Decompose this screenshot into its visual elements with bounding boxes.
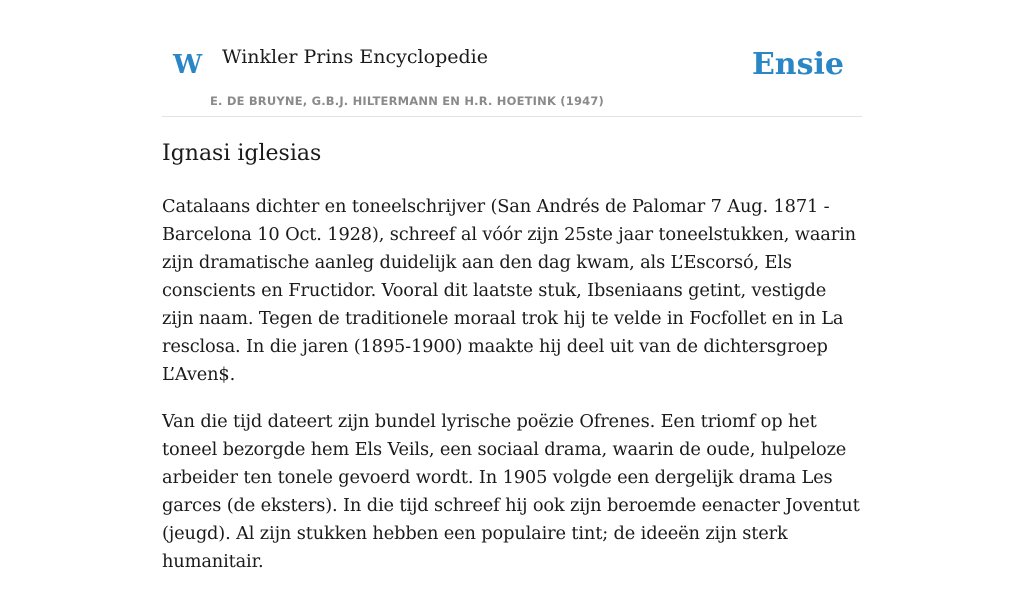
source-title[interactable]: Winkler Prins Encyclopedie — [222, 46, 488, 68]
ensie-logo[interactable]: Ensie — [751, 47, 844, 82]
article — [162, 138, 862, 595]
winkler-prins-logo[interactable]: W — [173, 50, 203, 80]
source-header — [162, 0, 862, 117]
source-authors: E. DE BRUYNE, G.B.J. HILTERMANN EN H.R. HOETINK (1947) — [210, 94, 605, 108]
article-title: Ignasi iglesias — [162, 141, 322, 166]
article-paragraph: Catalaans dichter en toneelschrijver (San Andrés de Palomar 7 Aug. 1871 - Barcelona 10 Oct. 1928), schreef al vóór zijn 25ste jaar toneelstukken, waarin zijn dramatische aanleg duidelijk aan den dag kwam, als L’Escorsó, Els conscients en Fructidor. Vooral dit laatste stuk, Ibseniaans getint, vestigde zijn naam. Tegen de traditionele moraal trok hij te velde in Focfollet en in La resclosa. In die jaren (1895-1900) maakte hij deel uit van de dichtersgroep L’Aven$. — [162, 196, 856, 385]
article-paragraph: Van die tijd dateert zijn bundel lyrische poëzie Ofrenes. Een triomf op het toneel bezorgde hem Els Veils, een sociaal drama, waarin de oude, hulpeloze arbeider ten tonele gevoerd wordt. In 1905 volgde een dergelijk drama Les garces (de eksters). In die tijd schreef hij ook zijn beroemde eenacter Joventut (jeugd). Al zijn stukken hebben een populaire tint; de ideeën zijn sterk humanitair. — [162, 411, 860, 572]
